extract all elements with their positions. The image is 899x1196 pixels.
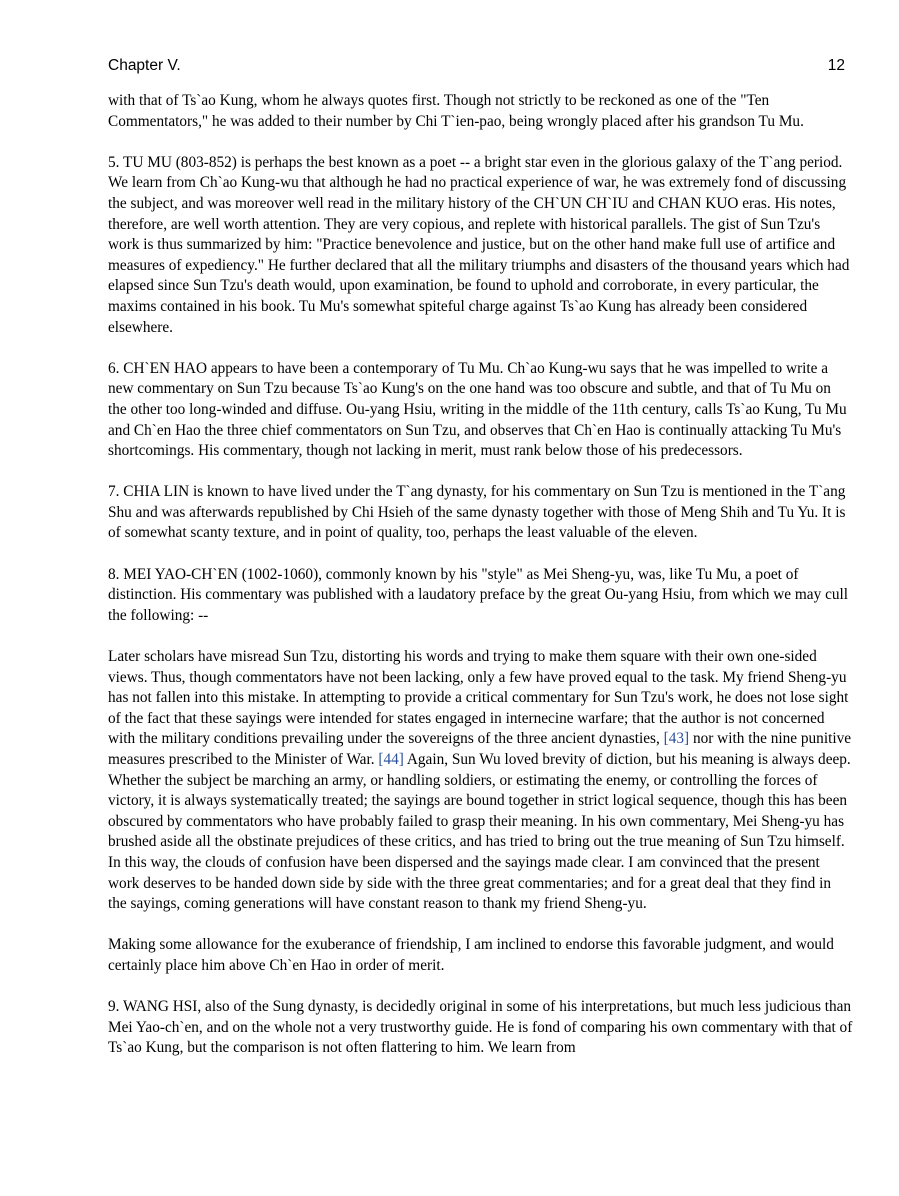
page-header xyxy=(108,57,845,79)
paragraph-chia-lin: 7. CHIA LIN is known to have lived under the T`ang dynasty, for his commentary on Sun Tzu is mentioned in the T`ang Shu and was afterwards republished by Chi Hsieh of the same dynasty together with those of Meng Shih and Tu Yu. It is of somewhat scanty texture, and in point of quality, too, perhaps the least valuable of the eleven. xyxy=(108,483,846,542)
page-content xyxy=(108,91,853,1080)
footnote-link-44[interactable]: [44] xyxy=(378,751,404,768)
quote-text-part-2: nor with the nine punitive measures prescribed to the Minister of War. xyxy=(108,730,852,768)
paragraph-chen-hao: 6. CH`EN HAO appears to have been a contemporary of Tu Mu. Ch`ao Kung-wu says that he was impelled to write a new commentary on Sun Tzu because Ts`ao Kung's on the one hand was too obscure and subtle, and that of Tu Mu on the other too long-winded and diffuse. Ou-yang Hsiu, writing in the middle of the 11th century, calls Ts`ao Kung, Tu Mu and Ch`en Hao the three chief commentators on Sun Tzu, and observes that Ch`en Hao is continually attacking Tu Mu's shortcomings. His commentary, though not lacking in merit, must rank below those of his predecessors. xyxy=(108,359,847,460)
paragraph-tu-mu: 5. TU MU (803-852) is perhaps the best known as a poet -- a bright star even in the glorious galaxy of the T`ang period. We learn from Ch`ao Kung-wu that although he had no practical experience of war, he was extremely fond of discussing the subject, and was moreover well read in the military history of the CH`UN CH`IU and CHAN KUO eras. His notes, therefore, are well worth attention. They are very copious, and replete with historical parallels. The gist of Sun Tzu's work is thus summarized by him: "Practice benevolence and justice, but on the other hand make full use of artifice and measures of expediency." He further declared that all the military triumphs and disasters of the thousand years which had elapsed since Sun Tzu's death would, upon examination, be found to uphold and corroborate, in every particular, the maxims contained in his book. Tu Mu's somewhat spiteful charge against Ts`ao Kung has already been considered elsewhere. xyxy=(108,153,850,336)
quoted-preface xyxy=(108,647,853,915)
paragraph-continuation: with that of Ts`ao Kung, whom he always quotes first. Though not strictly to be reckoned as one of the "Ten Commentators," he was added to their number by Chi T`ien-pao, being wrongly placed after his grandson Tu Mu. xyxy=(108,92,804,130)
footnote-link-43[interactable]: [43] xyxy=(663,730,690,748)
page-number: 12 xyxy=(827,57,845,74)
paragraph-wang-hsi: 9. WANG HSI, also of the Sung dynasty, is decidedly original in some of his interpretations, but much less judicious than Mei Yao-ch`en, and on the whole not a very trustworthy guide. He is fond of comparing his own commentary with that of Ts`ao Kung, but the comparison is not often flattering to him. We learn from xyxy=(108,998,853,1057)
quote-text-part-1: Later scholars have misread Sun Tzu, distorting his words and trying to make them square with their own one-sided views. Thus, though commentators have not been lacking, only a few have proved equal to the task. My friend Sheng-yu has not fallen into this mistake. In attempting to provide a critical commentary for Sun Tzu's work, he does not lose sight of the fact that these sayings were intended for states engaged in internecine warfare; that the author is not concerned with the military conditions prevailing under the sovereigns of the three ancient dynasties, xyxy=(108,648,849,748)
paragraph-allowance: Making some allowance for the exuberance of friendship, I am inclined to endorse this favorable judgment, and would certainly place him above Ch`en Hao in order of merit. xyxy=(108,936,834,974)
chapter-title: Chapter V. xyxy=(108,57,181,74)
quote-text-part-3: Again, Sun Wu loved brevity of diction, but his meaning is always deep. Whether the subject be marching an army, or handling soldiers, or estimating the enemy, or controlling the forces of victory, it is always systematically treated; the sayings are bound together in strict logical sequence, though this has been obscured by commentators who have probably failed to grasp their meaning. In his own commentary, Mei Sheng-yu has brushed aside all the obstinate prejudices of these critics, and has tried to bring out the true meaning of Sun Tzu himself. In this way, the clouds of confusion have been dispersed and the sayings made clear. I am convinced that the present work deserves to be handed down side by side with the three great commentaries; and for a great deal that they find in the sayings, coming generations will have constant reason to thank my friend Sheng-yu. xyxy=(108,751,851,913)
paragraph-mei-yao-chen: 8. MEI YAO-CH`EN (1002-1060), commonly known by his "style" as Mei Sheng-yu, was, like Tu Mu, a poet of distinction. His commentary was published with a laudatory preface by the great Ou-yang Hsiu, from which we may cull the following: -- xyxy=(108,565,849,624)
